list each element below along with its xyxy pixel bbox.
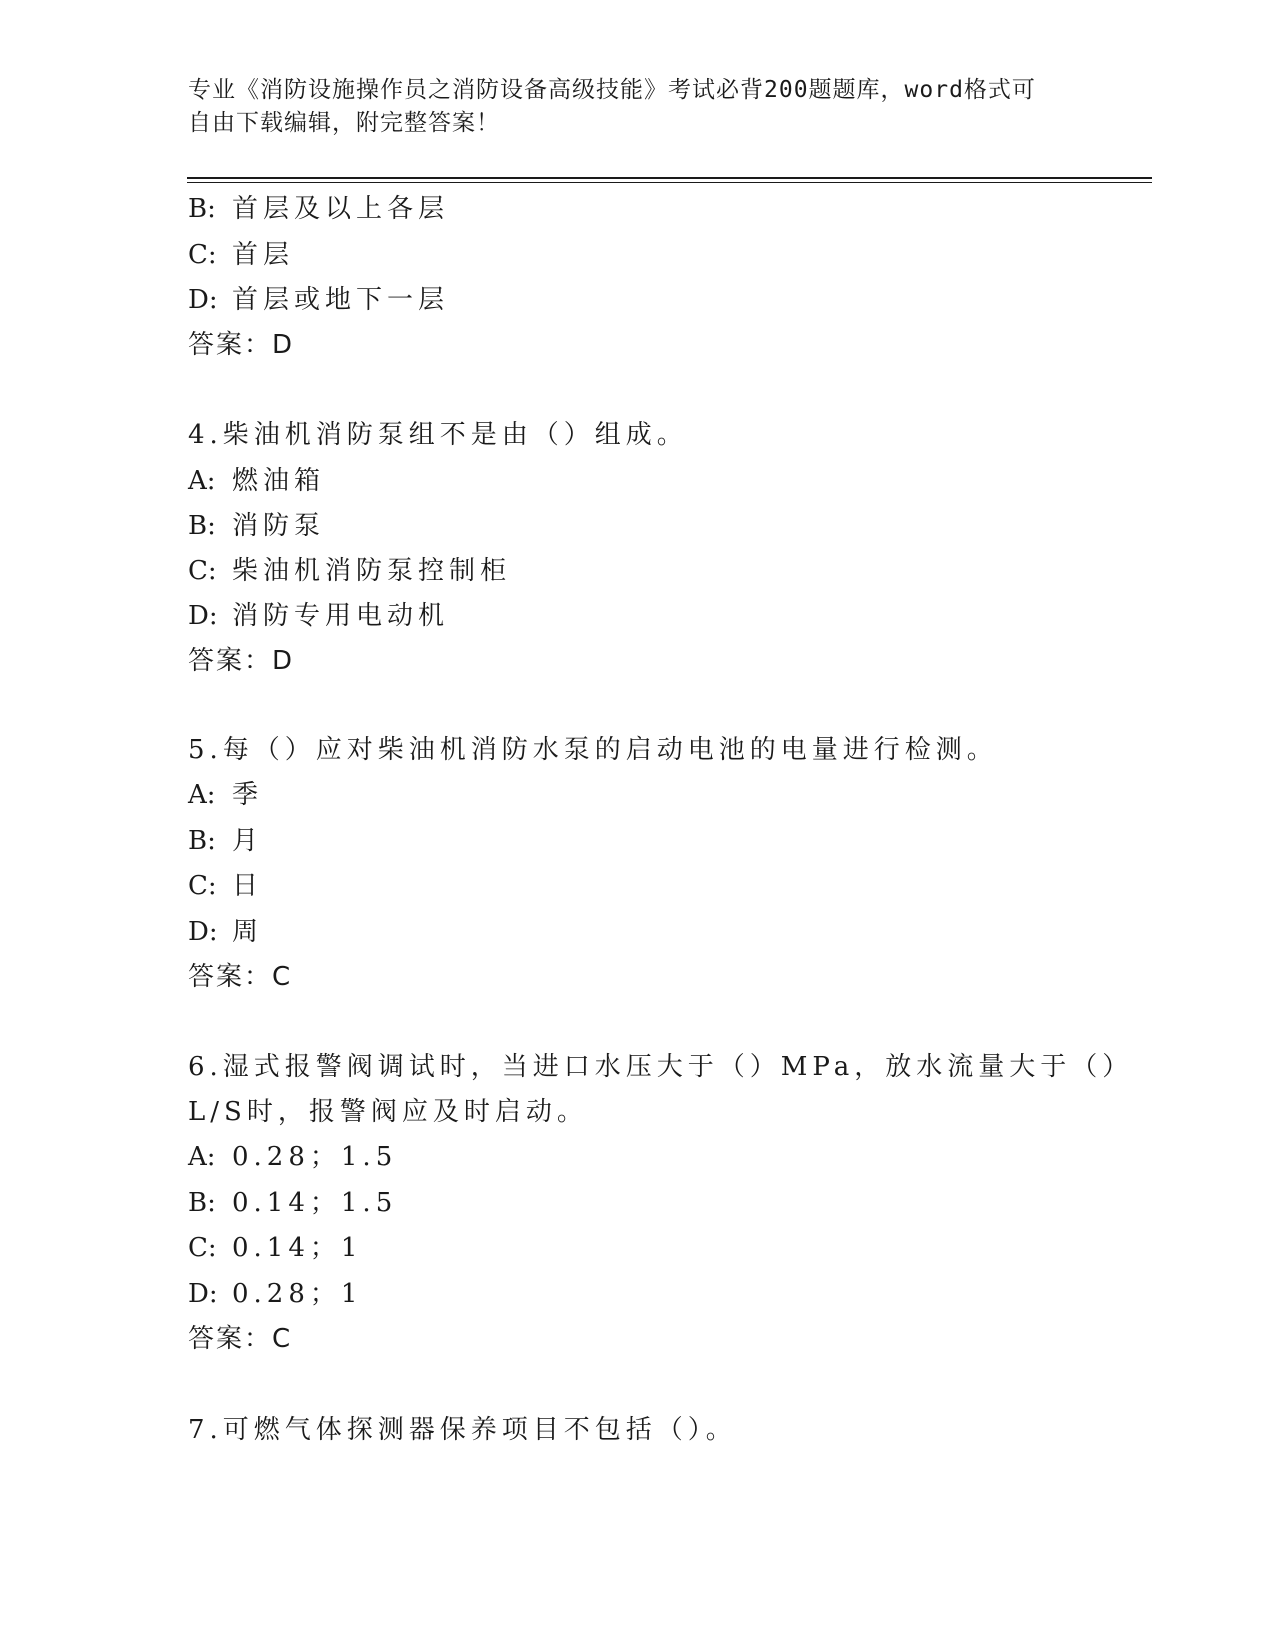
option-text: 消防专用电动机 (232, 601, 450, 631)
option-key: B: (188, 826, 216, 856)
option-text: 0.28；1 (232, 1279, 363, 1309)
q6-option-c (188, 1233, 362, 1263)
option-text: 首层 (232, 240, 295, 270)
option-key: C: (188, 556, 217, 586)
option-text: 0.28；1.5 (232, 1142, 398, 1172)
option-key: A: (188, 1142, 216, 1172)
q6-option-b (188, 1188, 397, 1218)
q5-answer: 答案：C (188, 962, 293, 992)
option-text: 燃油箱 (232, 466, 326, 496)
option-key: D: (188, 917, 218, 947)
option-key: A: (188, 780, 216, 810)
q5-option-d (188, 917, 263, 947)
q3-option-d (188, 285, 449, 315)
header-divider-thin (187, 182, 1152, 183)
q4-option-d (188, 601, 449, 631)
q4-option-b (188, 511, 325, 541)
option-key: B: (188, 1188, 216, 1218)
q6-question-line-2: L/S时，报警阀应及时启动。 (188, 1097, 588, 1127)
header-line-1: 专业《消防设施操作员之消防设备高级技能》考试必背200题题库，word格式可 (188, 77, 1036, 103)
header-line-2: 自由下载编辑，附完整答案！ (188, 110, 500, 136)
header-divider-thick (187, 177, 1152, 179)
option-text: 0.14；1 (232, 1233, 363, 1263)
option-text: 首层及以上各层 (232, 194, 450, 224)
document-header (188, 74, 1068, 140)
option-text: 0.14；1.5 (232, 1188, 398, 1218)
option-key: D: (188, 285, 218, 315)
option-key: B: (188, 194, 216, 224)
q3-option-b (188, 194, 449, 224)
option-text: 周 (232, 917, 264, 947)
option-key: D: (188, 1279, 218, 1309)
option-text: 日 (232, 871, 264, 901)
q5-option-b (188, 826, 263, 856)
option-key: B: (188, 511, 216, 541)
option-key: C: (188, 240, 217, 270)
q4-option-c (188, 556, 511, 586)
q7-question: 7.可燃气体探测器保养项目不包括（）。 (188, 1415, 737, 1445)
option-key: D: (188, 601, 218, 631)
option-key: C: (188, 871, 217, 901)
option-text: 消防泵 (232, 511, 326, 541)
option-text: 月 (232, 826, 264, 856)
q3-option-c (188, 240, 294, 270)
q6-option-d (188, 1279, 362, 1309)
option-key: A: (188, 466, 216, 496)
q4-answer: 答案：D (188, 646, 295, 676)
q4-question: 4.柴油机消防泵组不是由（）组成。 (188, 420, 688, 450)
q6-option-a (188, 1142, 397, 1172)
q4-option-a (188, 466, 325, 496)
q6-answer: 答案：C (188, 1324, 293, 1354)
q5-question: 5.每（）应对柴油机消防水泵的启动电池的电量进行检测。 (188, 735, 998, 765)
option-text: 柴油机消防泵控制柜 (232, 556, 512, 586)
q5-option-c (188, 871, 263, 901)
option-text: 季 (232, 780, 264, 810)
q6-question-line-1: 6.湿式报警阀调试时，当进口水压大于（）MPa，放水流量大于（） (188, 1052, 1134, 1082)
option-key: C: (188, 1233, 217, 1263)
option-text: 首层或地下一层 (232, 285, 450, 315)
q5-option-a (188, 780, 263, 810)
q3-answer: 答案：D (188, 330, 295, 360)
